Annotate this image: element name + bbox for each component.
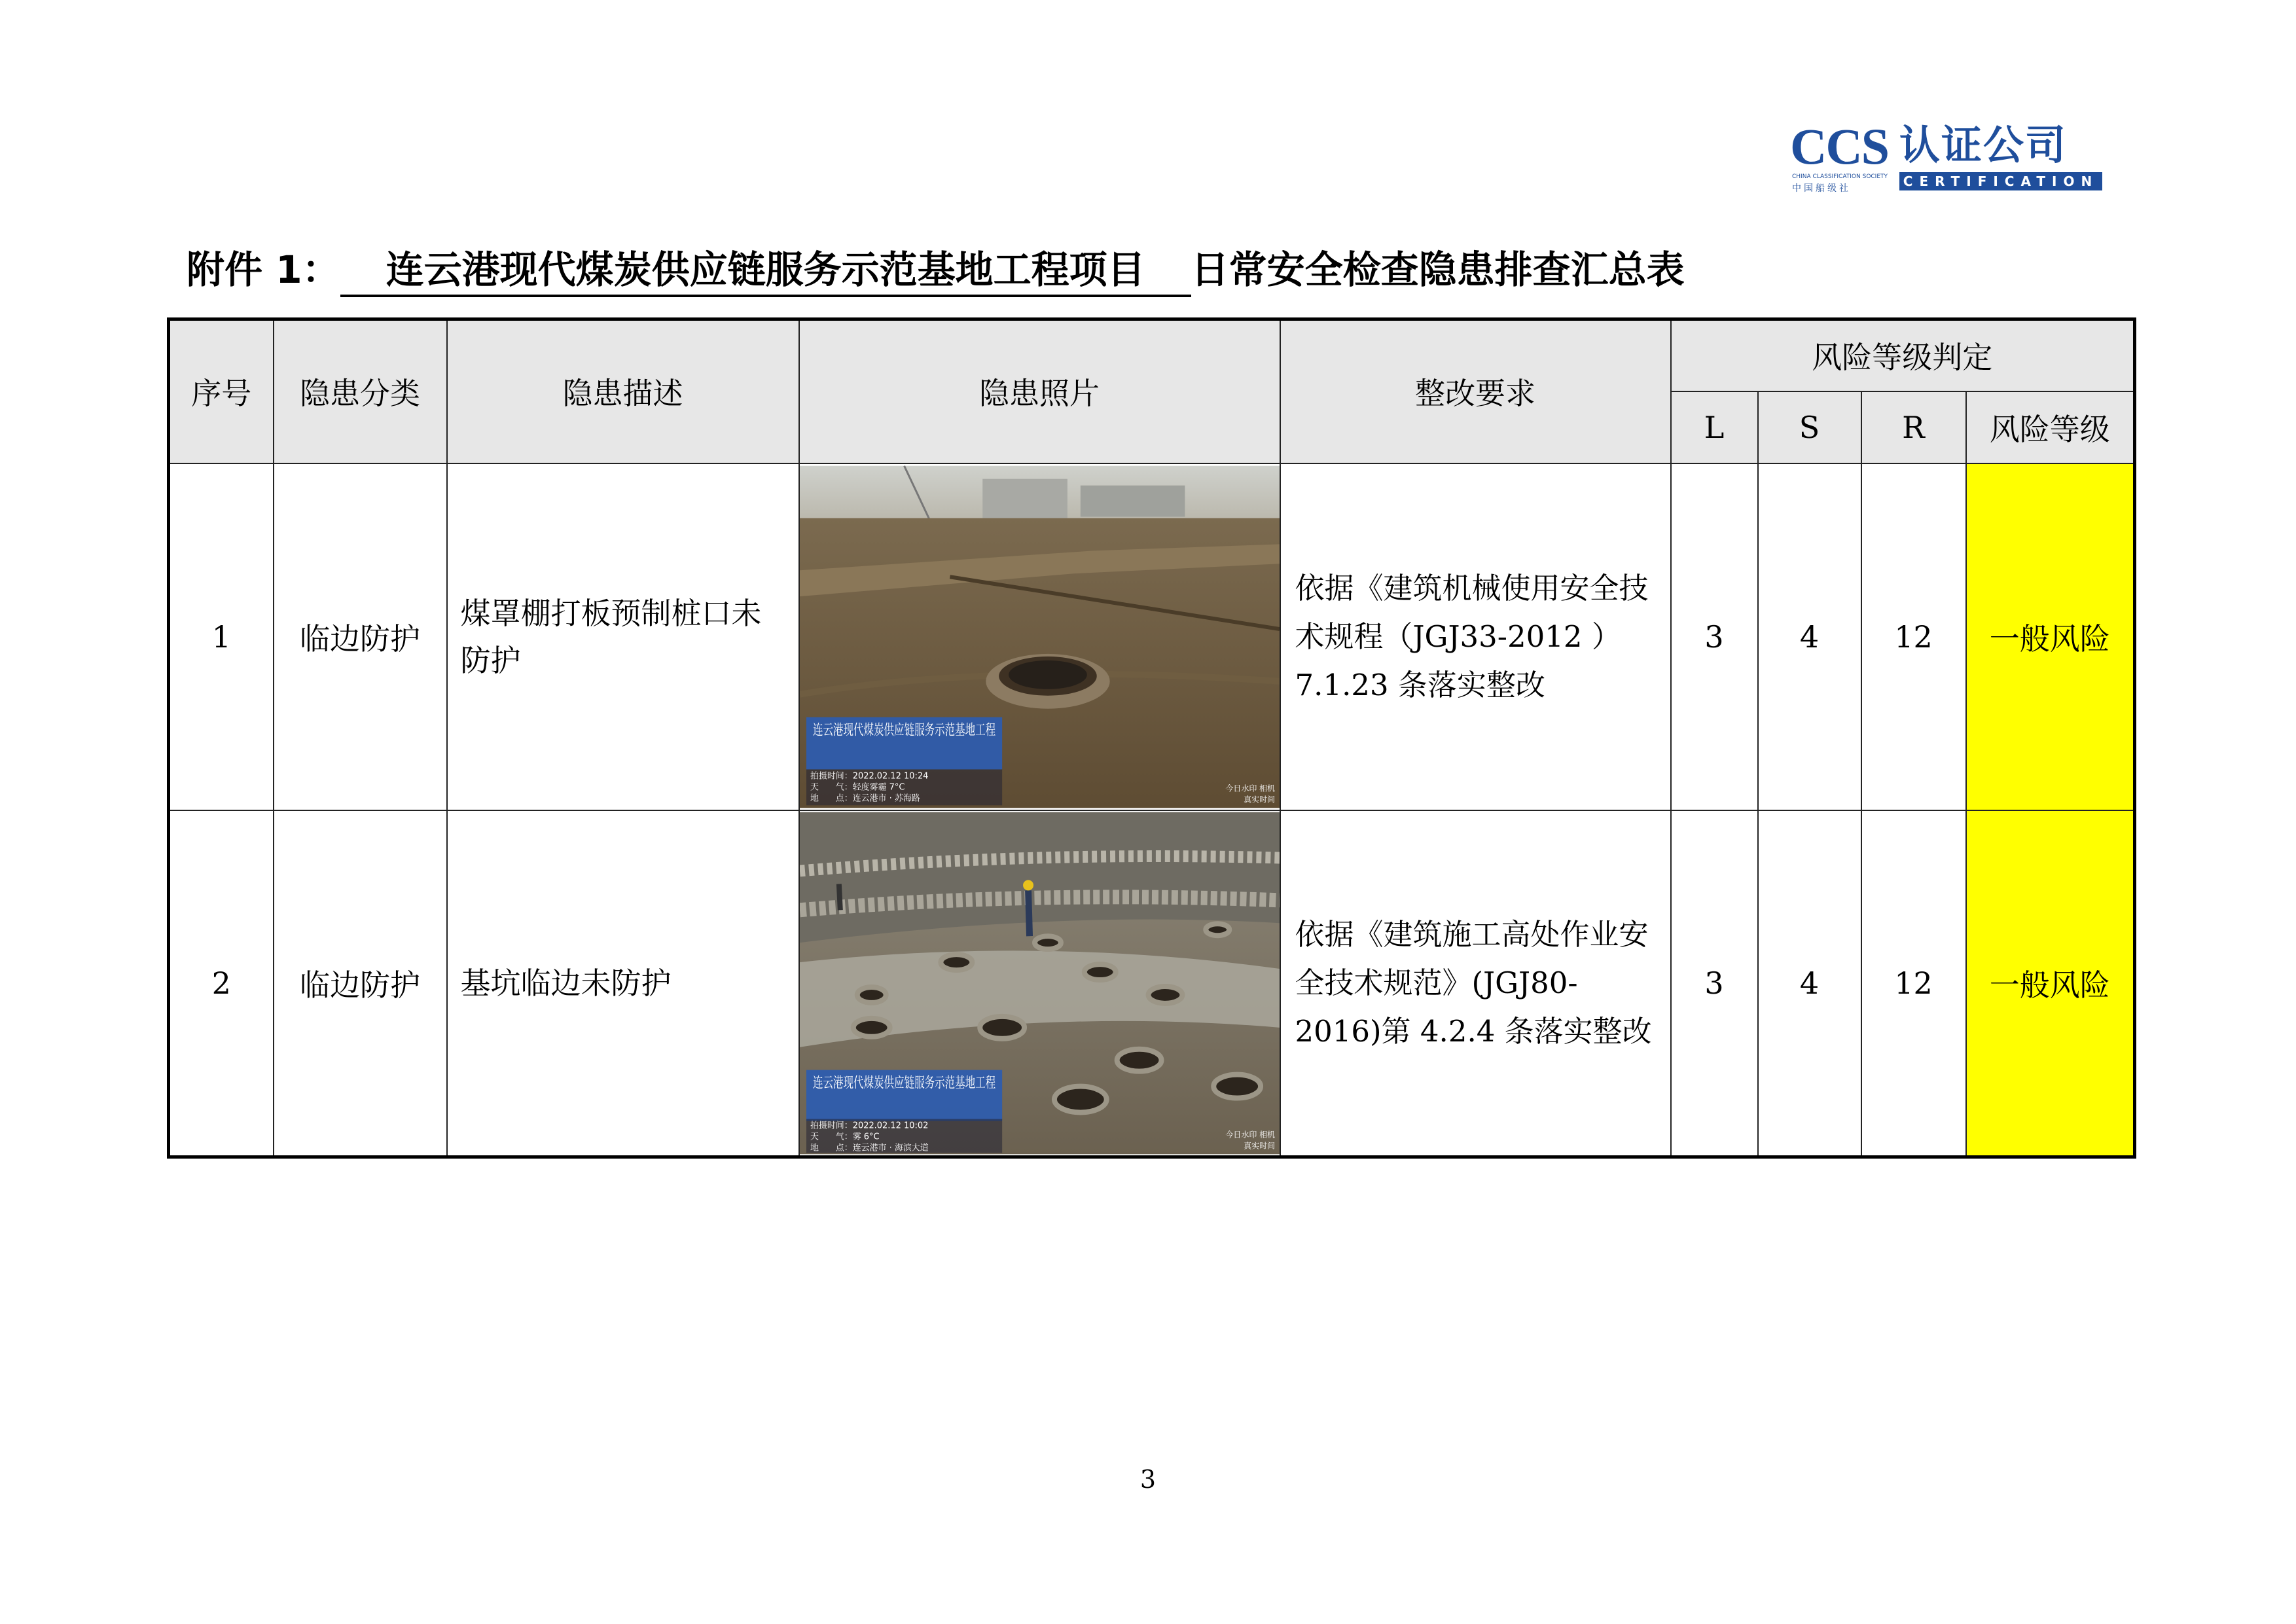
hazard-photo-foundation-pit <box>800 812 1280 1155</box>
header-S: S <box>1758 391 1861 463</box>
photo-time-label: 拍摄时间： <box>810 1121 853 1131</box>
photo-place: 连云港市 · 苏海路 <box>852 793 920 803</box>
header-no: 序号 <box>169 319 274 463</box>
svg-text:拍摄时间：2022.02.12 10:24 <box>810 770 927 781</box>
photo-app-watermark: 今日水印 相机 <box>1225 783 1275 793</box>
row-photo-cell <box>799 463 1280 810</box>
svg-text:地 点：连云港市 · 苏海路 <box>810 793 920 803</box>
title-prefix: 附件 1： <box>187 247 340 292</box>
photo-stamp: 真实时间 <box>1243 1141 1275 1151</box>
row-category: 临边防护 <box>274 463 447 810</box>
title-suffix: 日常安全检查隐患排查汇总表 <box>1191 247 1685 292</box>
row-R: 12 <box>1861 810 1966 1157</box>
hazard-summary-table <box>167 317 2136 1159</box>
photo-weather-label: 天 气： <box>810 782 853 792</box>
photo-place-label: 地 点： <box>810 1143 853 1153</box>
row-photo-cell <box>799 810 1280 1157</box>
header-L: L <box>1671 391 1758 463</box>
row-R: 12 <box>1861 463 1966 810</box>
row-description: 煤罩棚打板预制桩口未防护 <box>447 463 799 810</box>
table-row <box>169 463 2135 810</box>
svg-text:地 点：连云港市 · 海滨大道 <box>810 1142 928 1153</box>
header-risk-level: 风险等级 <box>1966 391 2135 463</box>
row-requirement: 依据《建筑机械使用安全技术规程（JGJ33-2012 ）7.1.23 条落实整改 <box>1280 463 1671 810</box>
photo-project: 连云港现代煤炭供应链服务示范基地工程 <box>812 722 996 739</box>
header-photo: 隐患照片 <box>799 319 1280 463</box>
row-description: 基坑临边未防护 <box>447 810 799 1157</box>
svg-text:拍摄时间：2022.02.12 10:02 <box>810 1120 927 1130</box>
header-category: 隐患分类 <box>274 319 447 463</box>
photo-time: 2022.02.12 10:02 <box>852 1121 928 1131</box>
row-category: 临边防护 <box>274 810 447 1157</box>
photo-weather: 轻度雾霾 7°C <box>852 782 905 792</box>
page-number: 3 <box>1139 1465 1157 1494</box>
photo-app-watermark: 今日水印 相机 <box>1225 1130 1275 1140</box>
row-no: 2 <box>169 810 274 1157</box>
header-description: 隐患描述 <box>447 319 799 463</box>
svg-text:天 气：轻度雾霾 7°C <box>810 782 904 792</box>
row-no: 1 <box>169 463 274 810</box>
photo-place: 连云港市 · 海滨大道 <box>852 1143 929 1153</box>
ccs-certification-logo <box>1790 118 2104 194</box>
logo-society-cn: 中国船级社 <box>1792 183 1851 194</box>
photo-stamp: 真实时间 <box>1243 794 1275 804</box>
logo-mark: CCS <box>1790 118 1889 175</box>
header-requirement: 整改要求 <box>1280 319 1671 463</box>
photo-time: 2022.02.12 10:24 <box>852 770 928 781</box>
row-L: 3 <box>1671 810 1758 1157</box>
photo-project: 连云港现代煤炭供应链服务示范基地工程 <box>812 1075 996 1092</box>
row-requirement: 依据《建筑施工高处作业安全技术规范》(JGJ80-2016)第 4.2.4 条落实整改 <box>1280 810 1671 1157</box>
row-risk-level: 一般风险 <box>1966 810 2135 1157</box>
logo-society-en: CHINA CLASSIFICATION SOCIETY <box>1792 173 1888 180</box>
row-S: 4 <box>1758 810 1861 1157</box>
header-R: R <box>1861 391 1966 463</box>
photo-place-label: 地 点： <box>810 793 853 803</box>
svg-text:天 气：雾 6°C <box>810 1132 879 1142</box>
page-title <box>187 244 1685 297</box>
photo-weather: 雾 6°C <box>852 1132 880 1142</box>
row-risk-level: 一般风险 <box>1966 463 2135 810</box>
header-risk-group: 风险等级判定 <box>1671 319 2135 391</box>
logo-certification-band: CERTIFICATION <box>1899 172 2102 190</box>
logo-company-name: 认证公司 <box>1899 121 2068 169</box>
table-row <box>169 810 2135 1157</box>
title-project-name: 连云港现代煤炭供应链服务示范基地工程项目 <box>340 245 1191 297</box>
photo-weather-label: 天 气： <box>810 1132 853 1142</box>
row-L: 3 <box>1671 463 1758 810</box>
row-S: 4 <box>1758 463 1861 810</box>
photo-time-label: 拍摄时间： <box>810 770 853 781</box>
hazard-photo-pile-head <box>800 465 1280 808</box>
